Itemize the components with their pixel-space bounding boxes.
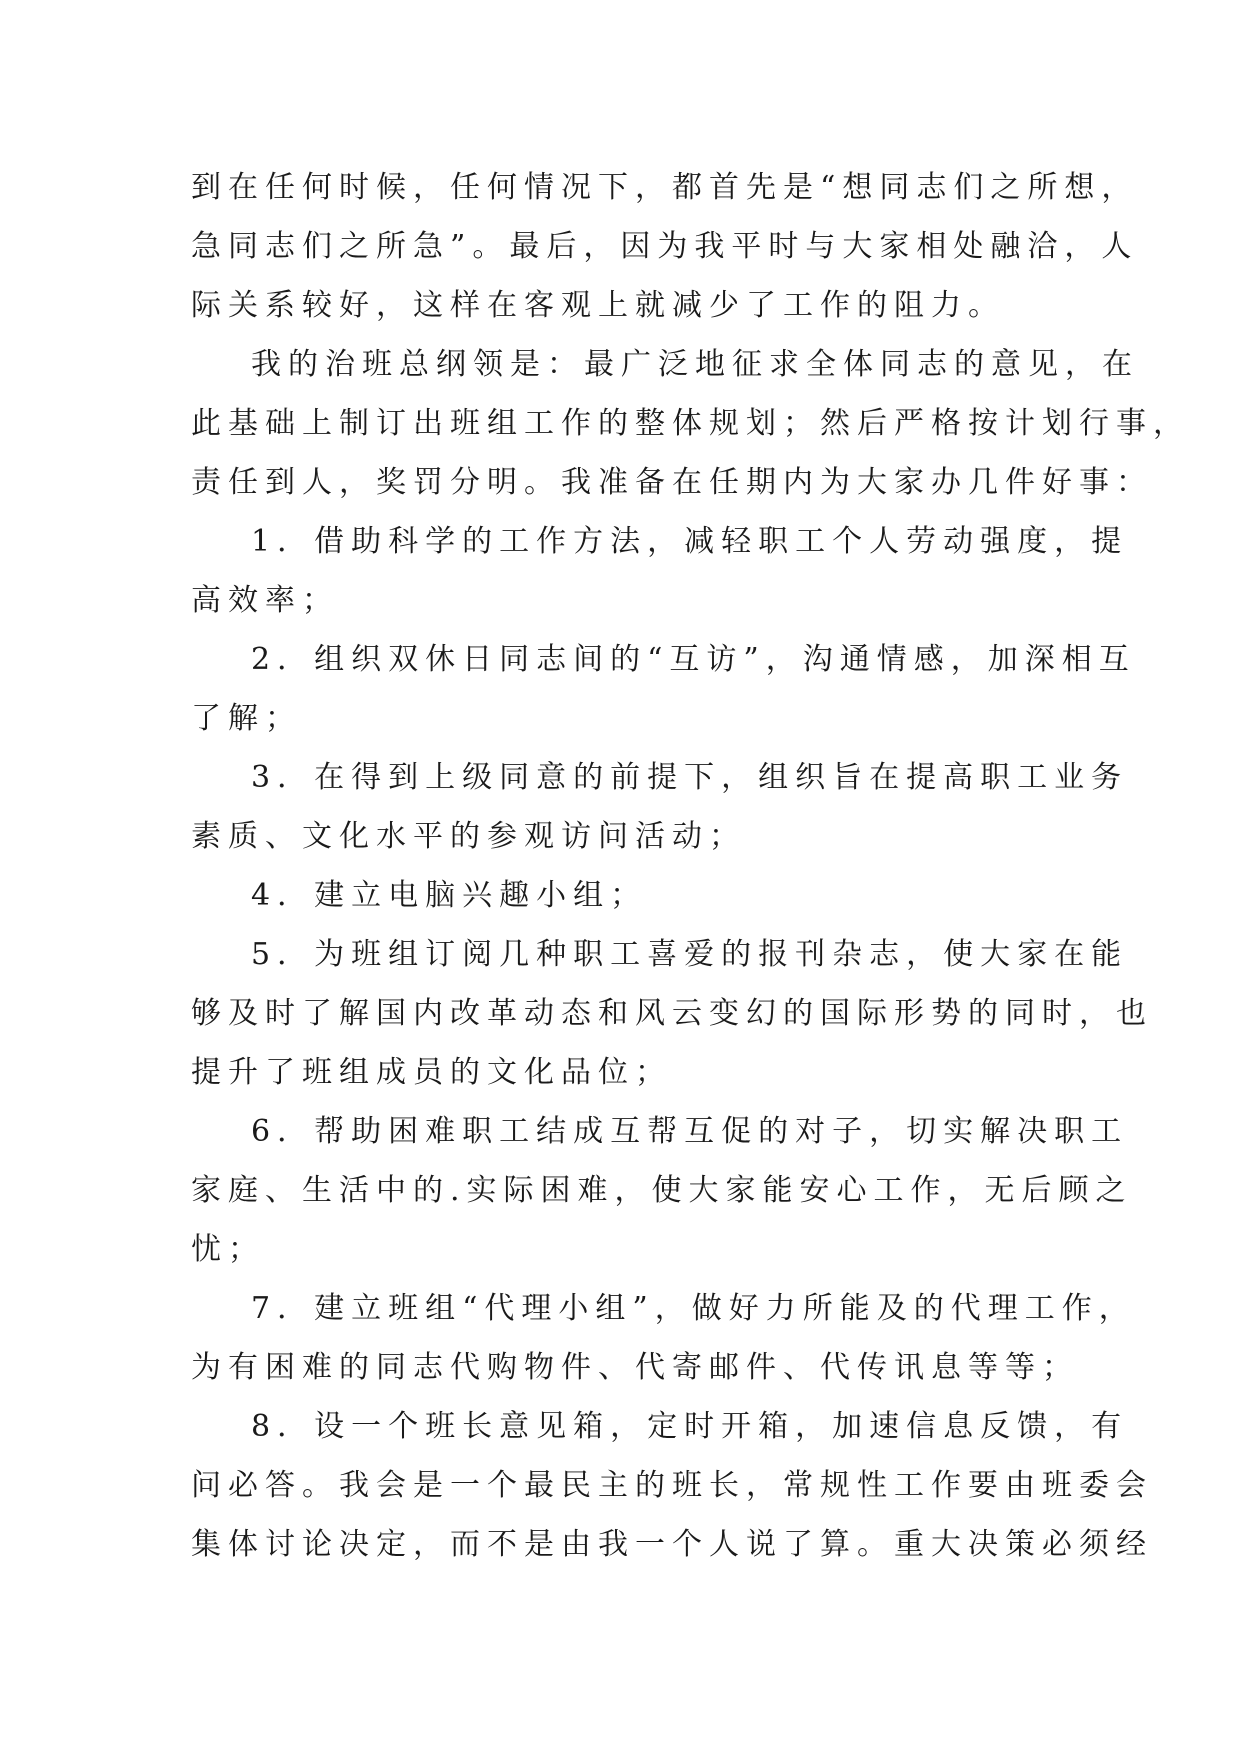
text-line: 责任到人，奖罚分明。我准备在任期内为大家办几件好事： (191, 465, 1153, 500)
text-line: 高效率； (191, 583, 339, 618)
text-line: 际关系较好，这样在客观上就减少了工作的阻力。 (191, 288, 1005, 323)
list-item-8-line: 8．设一个班长意见箱，定时开箱，加速信息反馈，有 (251, 1409, 1129, 1444)
text-line: 家庭、生活中的.实际困难，使大家能安心工作，无后顾之 (191, 1173, 1133, 1208)
document-page (191, 158, 1190, 1574)
text-line: 忧； (191, 1232, 265, 1267)
list-item-2-line: 2．组织双休日同志间的“互访”，沟通情感，加深相互 (251, 642, 1136, 677)
text-line: 到在任何时候，任何情况下，都首先是“想同志们之所想， (191, 170, 1139, 205)
text-line: 此基础上制订出班组工作的整体规划；然后严格按计划行事， (191, 406, 1190, 441)
text-line: 提升了班组成员的文化品位； (191, 1055, 672, 1090)
text-line: 够及时了解国内改革动态和风云变幻的国际形势的同时，也 (191, 996, 1153, 1031)
list-item-7-line: 7．建立班组“代理小组”，做好力所能及的代理工作， (251, 1291, 1136, 1326)
list-item-5-line: 5．为班组订阅几种职工喜爱的报刊杂志，使大家在能 (251, 937, 1129, 972)
list-item-3-line: 3．在得到上级同意的前提下，组织旨在提高职工业务 (251, 760, 1129, 795)
text-line: 急同志们之所急”。最后，因为我平时与大家相处融洽，人 (191, 229, 1139, 264)
text-line: 集体讨论决定，而不是由我一个人说了算。重大决策必须经 (191, 1527, 1153, 1562)
list-item-1-line: 1．借助科学的工作方法，减轻职工个人劳动强度，提 (251, 524, 1129, 559)
list-item-4-line: 4．建立电脑兴趣小组； (251, 878, 648, 913)
text-line: 了解； (191, 701, 302, 736)
text-line: 问必答。我会是一个最民主的班长，常规性工作要由班委会 (191, 1468, 1153, 1503)
paragraph-start-line: 我的治班总纲领是：最广泛地征求全体同志的意见，在 (251, 347, 1139, 382)
text-line: 素质、文化水平的参观访问活动； (191, 819, 746, 854)
list-item-6-line: 6．帮助困难职工结成互帮互促的对子，切实解决职工 (251, 1114, 1129, 1149)
text-line: 为有困难的同志代购物件、代寄邮件、代传讯息等等； (191, 1350, 1079, 1385)
